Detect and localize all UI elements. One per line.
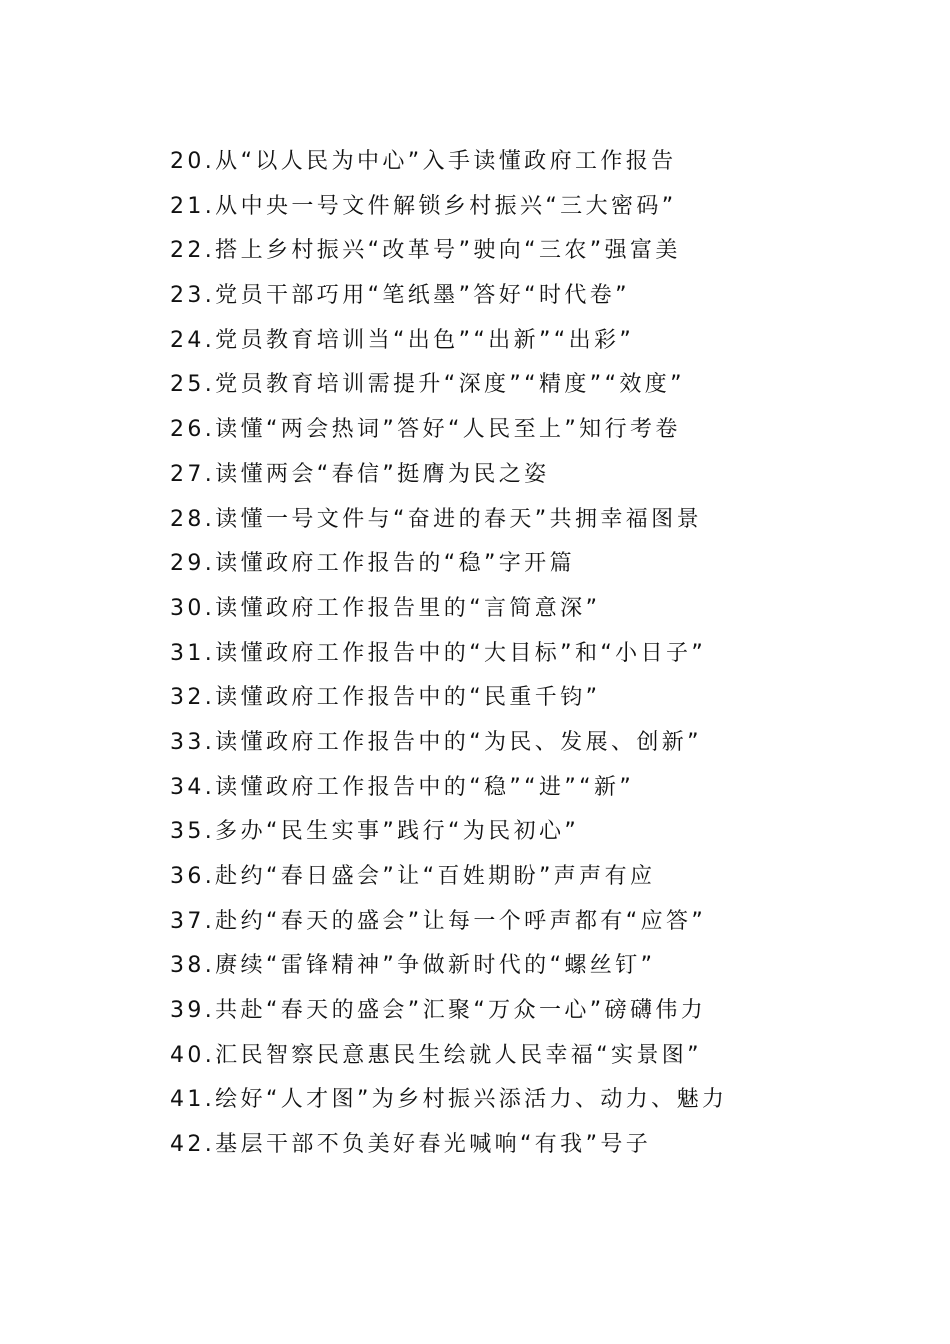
list-item: 32.读懂政府工作报告中的“民重千钧”	[170, 685, 601, 711]
list-item: 25.党员教育培训需提升“深度”“精度”“效度”	[170, 372, 685, 398]
list-item: 31.读懂政府工作报告中的“大目标”和“小日子”	[170, 640, 707, 666]
list-item: 33.读懂政府工作报告中的“为民、发展、创新”	[170, 729, 702, 755]
list-item: 26.读懂“两会热词”答好“人民至上”知行考卷	[170, 417, 681, 443]
list-item: 34.读懂政府工作报告中的“稳”“进”“新”	[170, 774, 635, 800]
list-item: 22.搭上乡村振兴“改革号”驶向“三农”强富美	[170, 238, 681, 264]
list-item: 28.读懂一号文件与“奋进的春天”共拥幸福图景	[170, 506, 702, 532]
list-item: 30.读懂政府工作报告里的“言简意深”	[170, 595, 601, 621]
list-item: 21.从中央一号文件解锁乡村振兴“三大密码”	[170, 193, 677, 219]
list-item: 41.绘好“人才图”为乡村振兴添活力、动力、魅力	[170, 1087, 728, 1113]
list-item: 27.读懂两会“春信”挺膺为民之姿	[170, 461, 550, 487]
list-item: 20.从“以人民为中心”入手读懂政府工作报告	[170, 149, 677, 174]
title-list	[170, 140, 727, 1168]
list-item: 35.多办“民生实事”践行“为民初心”	[170, 819, 580, 845]
list-item: 37.赴约“春天的盛会”让每一个呼声都有“应答”	[170, 908, 707, 934]
list-item: 23.党员干部巧用“笔纸墨”答好“时代卷”	[170, 283, 630, 309]
list-item: 24.党员教育培训当“出色”“出新”“出彩”	[170, 327, 635, 353]
list-item: 39.共赴“春天的盛会”汇聚“万众一心”磅礴伟力	[170, 998, 707, 1024]
list-item: 38.赓续“雷锋精神”争做新时代的“螺丝钉”	[170, 953, 656, 979]
list-item: 42.基层干部不负美好春光喊响“有我”号子	[170, 1132, 652, 1158]
list-item: 36.赴约“春日盛会”让“百姓期盼”声声有应	[170, 864, 656, 889]
list-item: 40.汇民智察民意惠民生绘就人民幸福“实景图”	[170, 1042, 702, 1068]
list-item: 29.读懂政府工作报告的“稳”字开篇	[170, 551, 575, 577]
